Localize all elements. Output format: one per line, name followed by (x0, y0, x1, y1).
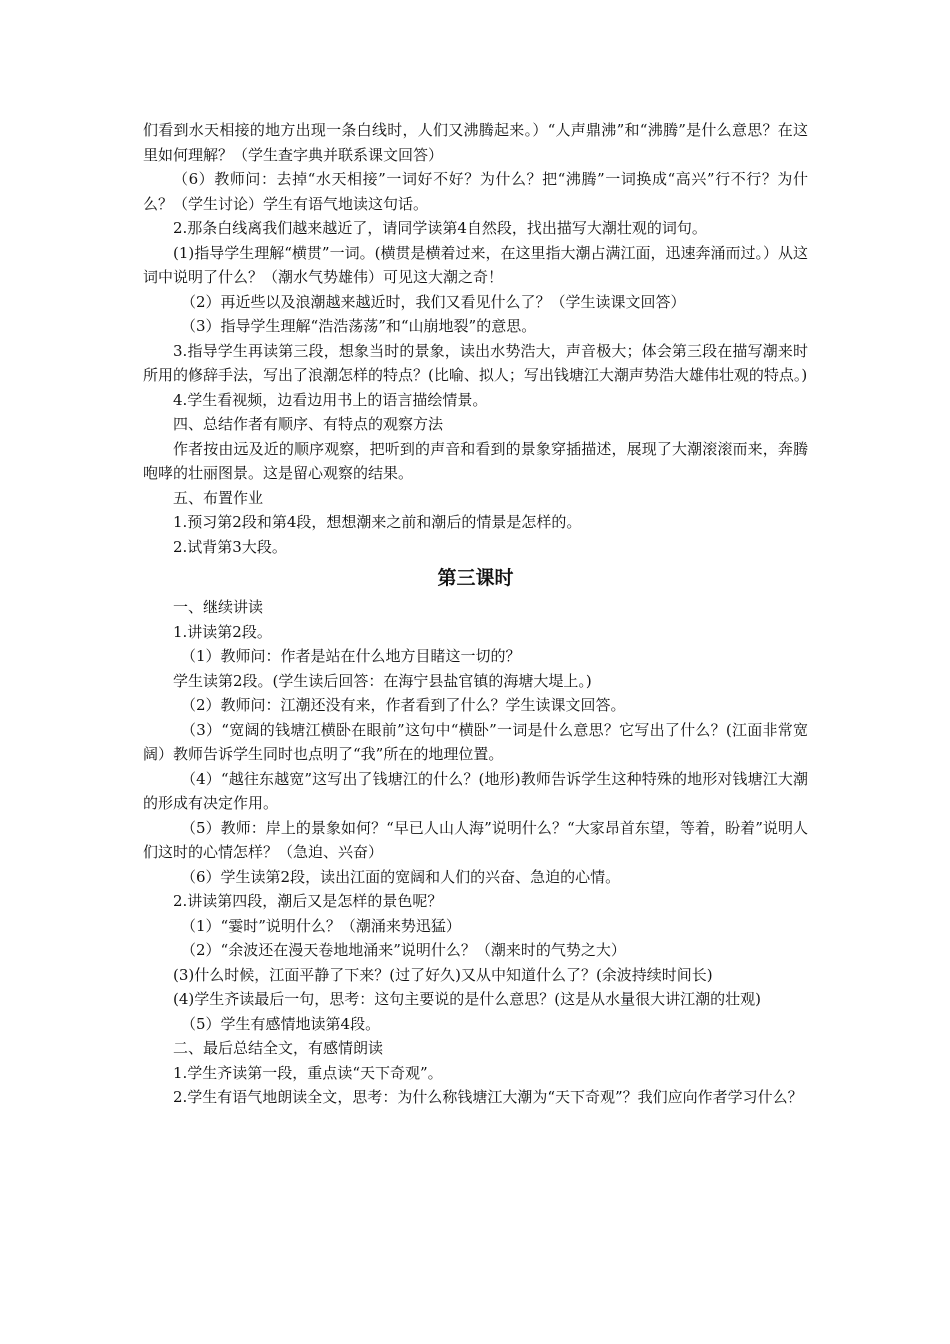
paragraph: 四、总结作者有顺序、有特点的观察方法 (173, 415, 444, 433)
paragraph: (4)学生齐读最后一句，思考：这句主要说的是什么意思？(这是从水量很大讲江潮的壮观) (173, 990, 761, 1008)
paragraph: （6）学生读第2段，读出江面的宽阔和人们的兴奋、急迫的心情。 (181, 867, 621, 886)
paragraph: 学生读第2段。(学生读后回答：在海宁县盐官镇的海塘大堤上。) (173, 671, 592, 690)
paragraph: 一、继续讲读 (173, 598, 264, 616)
paragraph: 1.讲读第2段。 (173, 622, 272, 641)
paragraph: （4）“越往东越宽”这写出了钱塘江的什么？(地形)教师告诉学生这种特殊的地形对钱塘江大潮的形成有决定作用。 (143, 769, 808, 812)
paragraph: (1)指导学生理解“横贯”一词。(横贯是横着过来，在这里指大潮占满江面，迅速奔涌而过。）从这词中说明了什么？（潮水气势雄伟）可见这大潮之奇！ (143, 243, 808, 286)
lesson-section-third-period (143, 595, 808, 1110)
paragraph: 2.讲读第四段，潮后又是怎样的景色呢？ (173, 892, 443, 910)
paragraph: （2）教师问：江潮还没有来，作者看到了什么？学生读课文回答。 (181, 696, 626, 714)
paragraph: （3）指导学生理解“浩浩荡荡”和“山崩地裂”的意思。 (181, 317, 537, 335)
lesson-heading: 第三课时 (437, 567, 514, 589)
paragraph: 1.学生齐读第一段，重点读“天下奇观”。 (173, 1063, 443, 1082)
paragraph: （5）教师：岸上的景象如何？“早已人山人海”说明什么？“大家昂首东望，等着，盼着”说明人们这时的心情怎样？（急迫、兴奋） (143, 818, 808, 861)
document-page (143, 118, 808, 1110)
paragraph: 3.指导学生再读第三段，想象当时的景象，读出水势浩大，声音极大；体会第三段在描写潮来时所用的修辞手法，写出了浪潮怎样的特点？(比喻、拟人；写出钱塘江大潮声势浩大雄伟壮观的特点。) (143, 341, 808, 384)
paragraph: 1.预习第2段和第4段，想想潮来之前和潮后的情景是怎样的。 (173, 513, 582, 531)
paragraph: （3）“宽阔的钱塘江横卧在眼前”这句中“横卧”一词是什么意思？它写出了什么？(江面非常宽阔）教师告诉学生同时也点明了“我”所在的地理位置。 (143, 720, 808, 763)
paragraph: (3)什么时候，江面平静了下来？(过了好久)又从中知道什么了？(余波持续时间长) (173, 965, 713, 984)
paragraph: 们看到水天相接的地方出现一条白线时，人们又沸腾起来。）“人声鼎沸”和“沸腾”是什么意思？在这里如何理解？（学生查字典并联系课文回答） (143, 121, 808, 164)
paragraph: （2）“余波还在漫天卷地地涌来”说明什么？（潮来时的气势之大） (181, 941, 626, 959)
paragraph: 2.试背第3大段。 (173, 537, 287, 556)
paragraph: 二、最后总结全文，有感情朗读 (173, 1039, 384, 1057)
paragraph: （5）学生有感情地读第4段。 (181, 1014, 381, 1033)
paragraph: （2）再近些以及浪潮越来越近时，我们又看见什么了？（学生读课文回答） (181, 292, 686, 311)
paragraph: （1）教师问：作者是站在什么地方目睹这一切的？ (181, 647, 521, 665)
paragraph: 4.学生看视频，边看边用书上的语言描绘情景。 (173, 390, 488, 409)
paragraph: （1）“霎时”说明什么？（潮涌来势迅猛） (181, 916, 461, 935)
paragraph: 五、布置作业 (173, 488, 264, 507)
paragraph: 2.那条白线离我们越来越近了，请同学读第4自然段，找出描写大潮壮观的词句。 (173, 219, 707, 237)
paragraph: 2.学生有语气地朗读全文，思考：为什么称钱塘江大潮为“天下奇观”？我们应向作者学习什么？ (173, 1088, 803, 1106)
paragraph: 作者按由远及近的顺序观察，把听到的声音和看到的景象穿插描述，展现了大潮滚滚而来，奔腾咆哮的壮丽图景。这是留心观察的结果。 (143, 439, 808, 482)
paragraph: （6）教师问：去掉“水天相接”一词好不好？为什么？把“沸腾”一词换成“高兴”行不行？为什么？（学生讨论）学生有语气地读这句话。 (143, 170, 808, 213)
lesson-section-continued (143, 118, 808, 559)
